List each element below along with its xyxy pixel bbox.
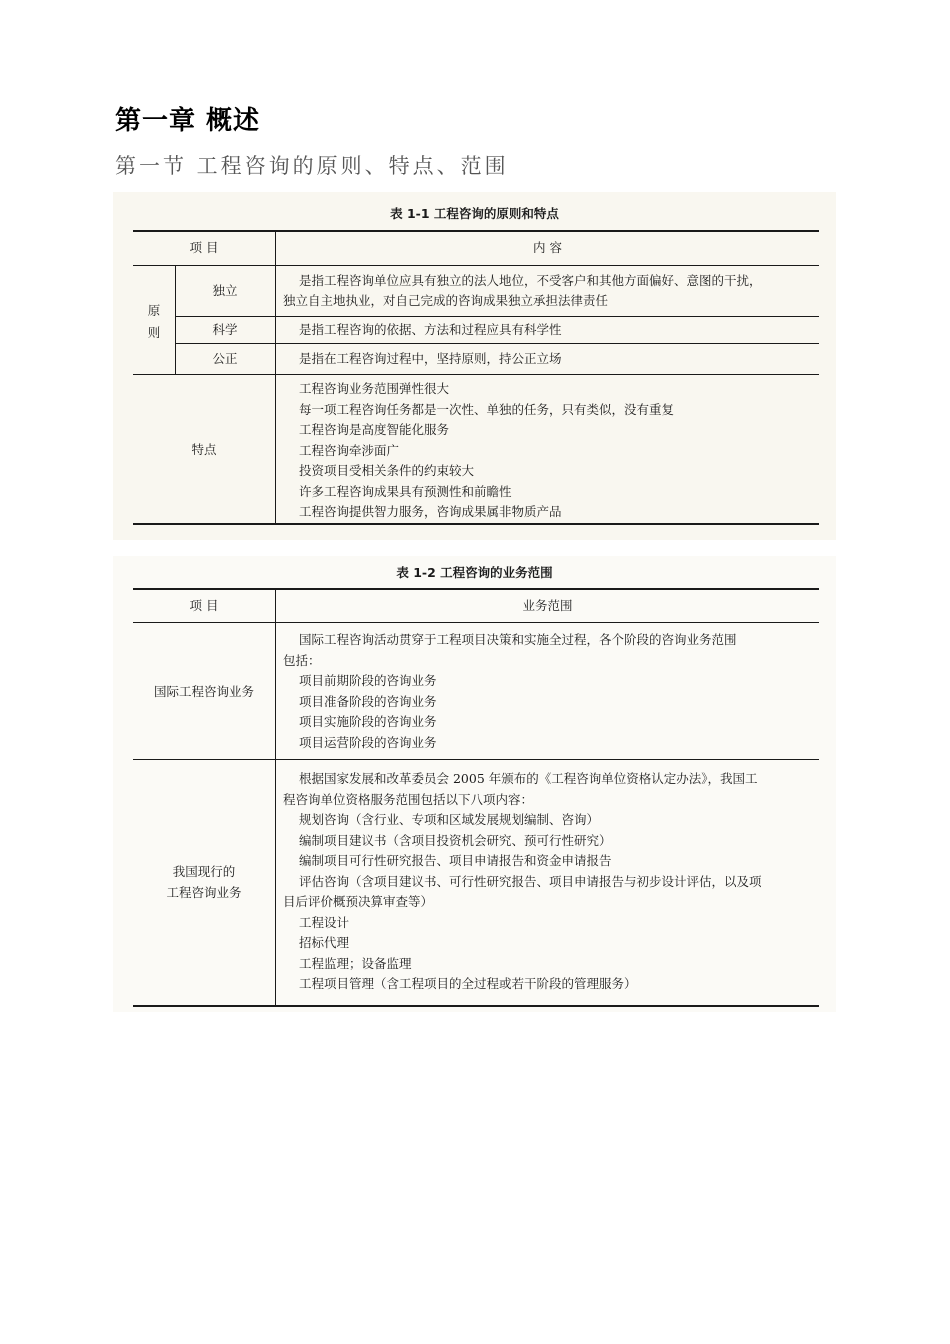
table-top-rule xyxy=(133,230,819,232)
features-list xyxy=(299,379,674,523)
list-item: 工程监理；设备监理 xyxy=(299,955,412,971)
paragraph-line: 程咨询单位资格服务范围包括以下八项内容： xyxy=(283,791,534,807)
table-top-rule xyxy=(133,588,819,590)
list-item: 工程咨询牵涉面广 xyxy=(299,442,400,458)
row-text: 是指工程咨询单位应具有独立的法人地位，不受客户和其他方面偏好、意图的干扰， xyxy=(299,273,762,288)
row-label-fairness: 公正 xyxy=(212,351,238,366)
row-text: 独立自主地执业，对自己完成的咨询成果独立承担法律责任 xyxy=(283,293,609,308)
table-column-rule xyxy=(275,588,276,1006)
paragraph-line: 目后评价概预决算审查等） xyxy=(283,894,434,909)
list-item: 许多工程咨询成果具有预测性和前瞻性 xyxy=(299,483,512,499)
paragraph-line: 根据国家发展和改革委员会 2005 年颁布的《工程咨询单位资格认定办法》，我国工 xyxy=(299,771,758,786)
list-item: 工程设计 xyxy=(299,914,350,930)
header-content: 业务范围 xyxy=(522,598,573,613)
list-item: 编制项目可行性研究报告、项目申请报告和资金申请报告 xyxy=(299,853,612,868)
domestic-label-line-2: 工程咨询业务 xyxy=(166,885,242,900)
list-item: 规划咨询（含行业、专项和区域发展规划编制、咨询） xyxy=(299,812,600,827)
list-item: 项目实施阶段的咨询业务 xyxy=(299,714,437,729)
table-column-rule xyxy=(275,230,276,524)
header-item: 项 目 xyxy=(189,598,219,613)
row-label-science: 科学 xyxy=(212,322,238,337)
table-1-1-caption: 表 1-1 工程咨询的原则和特点 xyxy=(390,206,559,221)
table-bottom-rule xyxy=(133,523,819,525)
features-label: 特点 xyxy=(191,442,217,457)
intl-label: 国际工程咨询业务 xyxy=(153,684,254,699)
list-item: 工程咨询提供智力服务，咨询成果属非物质产品 xyxy=(299,504,562,519)
chapter-title: 第一章 概述 xyxy=(115,106,261,136)
list-item: 评估咨询（含项目建议书、可行性研究报告、项目申请报告与初步设计评估，以及项 xyxy=(299,873,762,889)
table-1-2-caption: 表 1-2 工程咨询的业务范围 xyxy=(396,565,553,580)
paragraph-line: 包括： xyxy=(283,652,321,668)
row-text: 是指工程咨询的依据、方法和过程应具有科学性 xyxy=(299,322,562,337)
table-row-rule xyxy=(133,759,819,760)
list-item: 工程咨询是高度智能化服务 xyxy=(299,422,450,437)
section-title: 第一节 工程咨询的原则、特点、范围 xyxy=(115,154,509,178)
list-item: 项目前期阶段的咨询业务 xyxy=(299,673,437,688)
table-row-rule xyxy=(133,374,819,375)
domestic-label-line-1: 我国现行的 xyxy=(172,864,236,879)
table-header-rule xyxy=(133,622,819,623)
table-bottom-rule xyxy=(133,1005,819,1007)
header-content: 内 容 xyxy=(533,240,562,255)
list-item: 招标代理 xyxy=(299,935,350,950)
domestic-content xyxy=(283,769,762,995)
table-row-rule xyxy=(175,343,819,344)
list-item: 工程项目管理（含工程项目的全过程或若干阶段的管理服务） xyxy=(299,976,637,991)
header-item: 项 目 xyxy=(189,240,219,255)
row-text: 是指在工程咨询过程中，坚持原则，持公正立场 xyxy=(299,351,562,366)
table-1-1-scan xyxy=(113,192,836,540)
table-1-2-scan xyxy=(113,556,836,1012)
table-header-rule xyxy=(133,265,819,266)
table-row-rule xyxy=(175,316,819,317)
paragraph-line: 国际工程咨询活动贯穿于工程项目决策和实施全过程，各个阶段的咨询业务范围 xyxy=(299,632,737,647)
principle-group-label: 原 则 xyxy=(147,303,161,340)
list-item: 每一项工程咨询任务都是一次性、单独的任务，只有类似，没有重复 xyxy=(299,401,675,417)
list-item: 项目运营阶段的咨询业务 xyxy=(299,734,437,750)
list-item: 工程咨询业务范围弹性很大 xyxy=(299,381,450,396)
row-label-independent: 独立 xyxy=(212,283,238,298)
list-item: 项目准备阶段的咨询业务 xyxy=(299,693,437,709)
list-item: 投资项目受相关条件的约束较大 xyxy=(299,463,475,478)
intl-content xyxy=(283,630,737,753)
list-item: 编制项目建议书（含项目投资机会研究、预可行性研究） xyxy=(299,832,612,848)
